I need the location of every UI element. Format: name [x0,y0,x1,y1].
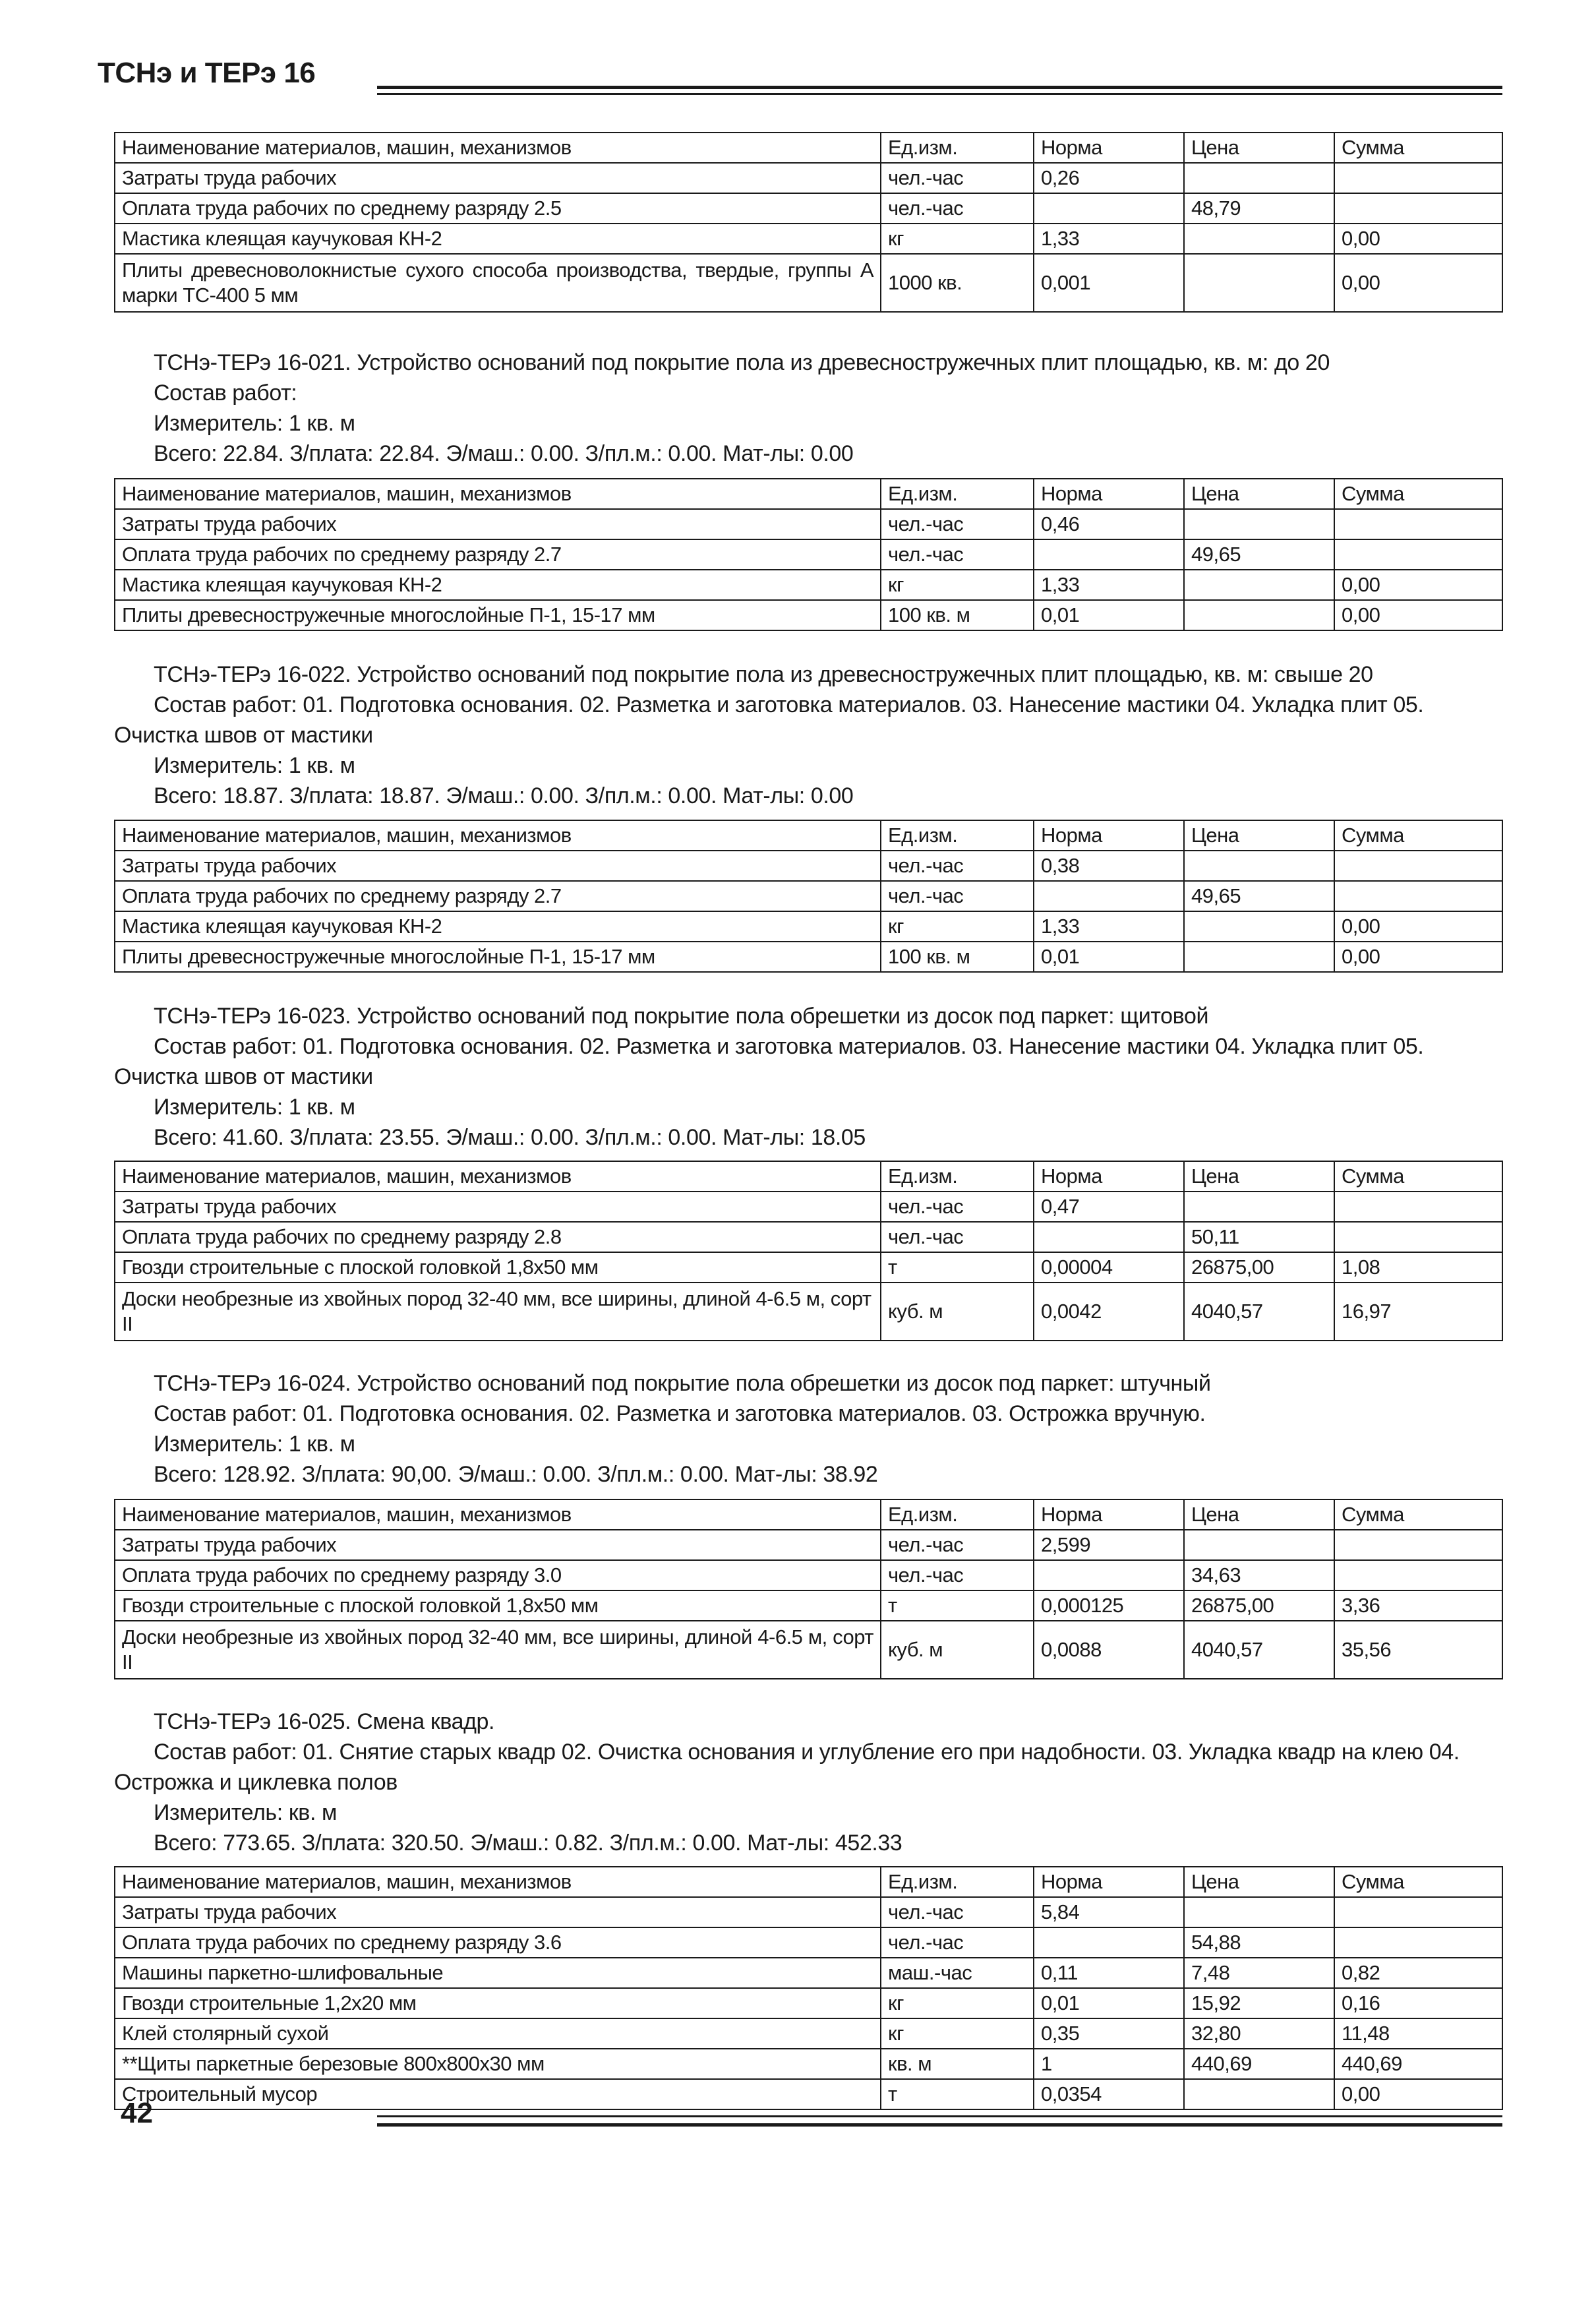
cell: чел.-час [881,1560,1034,1590]
table-row [115,881,1502,911]
cell: чел.-час [881,1192,1034,1222]
col-header-norm: Норма [1034,820,1184,851]
work-composition: Состав работ: 01. Подготовка основания. 02. Разметка и заготовка материалов. 03. Нанесение мастики 04. Укладка плит 05. Очистка швов от мастики [114,1034,1424,1089]
cell: чел.-час [881,1222,1034,1252]
cell [1184,851,1334,881]
col-header-unit: Ед.изм. [881,1161,1034,1192]
cell: 1,33 [1034,570,1184,600]
col-header-sum: Сумма [1334,133,1502,163]
col-header-name: Наименование материалов, машин, механизмов [115,133,881,163]
cell: 100 кв. м [881,600,1034,630]
table-header-row [115,1161,1502,1192]
materials-table [114,1866,1503,2110]
item-title: ТСНэ-ТЕРэ 16-023. Устройство оснований под покрытие пола обрешетки из досок под паркет: щитовой [154,1004,1209,1029]
cell [1334,881,1502,911]
cell: 54,88 [1184,1927,1334,1958]
cell: т [881,1590,1034,1621]
cell: 0,01 [1034,942,1184,972]
cell: 0,01 [1034,1988,1184,2018]
cell: 0,26 [1034,163,1184,193]
cell [1334,509,1502,539]
cell: кг [881,911,1034,942]
table-row [115,2049,1502,2079]
cell: 1000 кв. [881,254,1034,312]
cell: 0,00 [1334,2079,1502,2109]
table-row [115,1192,1502,1222]
cell: Затраты труда рабочих [115,1530,881,1560]
cell [1334,1222,1502,1252]
cell [1184,224,1334,254]
cell: 4040,57 [1184,1283,1334,1341]
cell: Плиты древесноволокнистые сухого способа производства, твердые, группы А марки ТС-400 5 мм [115,254,881,312]
cell: 1,08 [1334,1252,1502,1283]
col-header-norm: Норма [1034,133,1184,163]
cell: Мастика клеящая каучуковая КН-2 [115,911,881,942]
col-header-sum: Сумма [1334,1161,1502,1192]
running-header: ТСНэ и ТЕРэ 16 [98,57,316,89]
section-2-intro [114,659,1502,811]
footer-rule-top [377,2115,1502,2117]
measure-unit: Измеритель: 1 кв. м [154,1095,355,1120]
section-0 [114,132,1502,313]
cell: Оплата труда рабочих по среднему разряду 3.6 [115,1927,881,1958]
header-rule-top [377,86,1502,89]
cell [1184,2079,1334,2109]
col-header-norm: Норма [1034,479,1184,509]
section-3-table-wrap [114,1161,1502,1341]
work-composition: Состав работ: 01. Подготовка основания. 02. Разметка и заготовка материалов. 03. Острожка вручную. [154,1401,1206,1426]
cell [1034,1222,1184,1252]
col-header-price: Цена [1184,133,1334,163]
cell: 5,84 [1034,1897,1184,1927]
cell: Затраты труда рабочих [115,851,881,881]
cell: 49,65 [1184,539,1334,570]
col-header-price: Цена [1184,1161,1334,1192]
col-header-sum: Сумма [1334,479,1502,509]
cell: 26875,00 [1184,1252,1334,1283]
work-composition: Состав работ: [154,380,297,406]
cell: 1,33 [1034,911,1184,942]
cell: т [881,2079,1034,2109]
cell [1184,942,1334,972]
cell [1184,163,1334,193]
table-row [115,163,1502,193]
cell: 50,11 [1184,1222,1334,1252]
cell [1034,881,1184,911]
cell: 49,65 [1184,881,1334,911]
cell [1184,570,1334,600]
cell: Доски необрезные из хвойных пород 32-40 мм, все ширины, длиной 4-6.5 м, сорт II [115,1621,881,1679]
table-row [115,1958,1502,1988]
cell: Оплата труда рабочих по среднему разряду 2.5 [115,193,881,224]
cell: чел.-час [881,509,1034,539]
cell [1334,1560,1502,1590]
cell: Гвозди строительные 1,2х20 мм [115,1988,881,2018]
col-header-price: Цена [1184,820,1334,851]
table-row [115,539,1502,570]
cell: 0,00 [1334,600,1502,630]
cell: куб. м [881,1283,1034,1341]
cell [1184,254,1334,312]
item-title: ТСНэ-ТЕРэ 16-024. Устройство оснований под покрытие пола обрешетки из досок под паркет: штучный [154,1371,1211,1396]
cell: 440,69 [1184,2049,1334,2079]
table-row [115,1283,1502,1341]
col-header-unit: Ед.изм. [881,1867,1034,1897]
cell: 26875,00 [1184,1590,1334,1621]
cell: 0,46 [1034,509,1184,539]
table-row [115,1530,1502,1560]
cell: 0,47 [1034,1192,1184,1222]
cell: Затраты труда рабочих [115,163,881,193]
item-title: ТСНэ-ТЕРэ 16-025. Смена квадр. [154,1709,495,1734]
cell [1334,1192,1502,1222]
cell: 4040,57 [1184,1621,1334,1679]
col-header-sum: Сумма [1334,820,1502,851]
col-header-sum: Сумма [1334,1499,1502,1530]
cell: 0,000125 [1034,1590,1184,1621]
section-4-table-wrap [114,1499,1502,1679]
table-row [115,1560,1502,1590]
cell: 1 [1034,2049,1184,2079]
cell: Оплата труда рабочих по среднему разряду 2.7 [115,539,881,570]
cell: Плиты древесностружечные многослойные П-1, 15-17 мм [115,600,881,630]
cell: Оплата труда рабочих по среднему разряду 2.7 [115,881,881,911]
table-row [115,1222,1502,1252]
cell: 0,01 [1034,600,1184,630]
section-4-intro [114,1368,1502,1490]
cell: **Щиты паркетные березовые 800х800х30 мм [115,2049,881,2079]
measure-unit: Измеритель: кв. м [154,1800,338,1825]
cell: чел.-час [881,851,1034,881]
cell: 34,63 [1184,1560,1334,1590]
table-row [115,254,1502,312]
col-header-price: Цена [1184,479,1334,509]
cell [1184,1897,1334,1927]
cell: чел.-час [881,193,1034,224]
cell: 0,001 [1034,254,1184,312]
cell: Затраты труда рабочих [115,509,881,539]
table-row [115,851,1502,881]
cell: Доски необрезные из хвойных пород 32-40 мм, все ширины, длиной 4-6.5 м, сорт II [115,1283,881,1341]
cell: 0,0088 [1034,1621,1184,1679]
table-row [115,942,1502,972]
cell: Клей столярный сухой [115,2018,881,2049]
cell: Машины паркетно-шлифовальные [115,1958,881,1988]
table-row [115,911,1502,942]
section-3-intro [114,1001,1502,1153]
cell [1334,163,1502,193]
materials-table [114,820,1503,973]
cell: маш.-час [881,1958,1034,1988]
cell: Мастика клеящая каучуковая КН-2 [115,570,881,600]
cell: Оплата труда рабочих по среднему разряду 3.0 [115,1560,881,1590]
cell: 0,38 [1034,851,1184,881]
cell: Плиты древесностружечные многослойные П-1, 15-17 мм [115,942,881,972]
section-1-table-wrap [114,478,1502,631]
cell [1034,539,1184,570]
cell: Затраты труда рабочих [115,1192,881,1222]
materials-table [114,1499,1503,1679]
work-composition: Состав работ: 01. Подготовка основания. 02. Разметка и заготовка материалов. 03. Нанесение мастики 04. Укладка плит 05. Очистка швов от мастики [114,692,1424,748]
cell: 1,33 [1034,224,1184,254]
cell: 35,56 [1334,1621,1502,1679]
table-row [115,2018,1502,2049]
table-header-row [115,820,1502,851]
table-row [115,1621,1502,1679]
col-header-norm: Норма [1034,1161,1184,1192]
cell: кг [881,1988,1034,2018]
cell [1334,1530,1502,1560]
cell: 48,79 [1184,193,1334,224]
cell: кг [881,2018,1034,2049]
cell: 0,35 [1034,2018,1184,2049]
col-header-name: Наименование материалов, машин, механизмов [115,820,881,851]
col-header-norm: Норма [1034,1499,1184,1530]
materials-table [114,478,1503,631]
cell: 440,69 [1334,2049,1502,2079]
cell [1184,509,1334,539]
cell: 0,00004 [1034,1252,1184,1283]
cell: чел.-час [881,539,1034,570]
cell: Гвозди строительные с плоской головкой 1,8х50 мм [115,1590,881,1621]
cell: 0,00 [1334,254,1502,312]
cell: чел.-час [881,1530,1034,1560]
cell: 11,48 [1334,2018,1502,2049]
cell [1184,600,1334,630]
col-header-unit: Ед.изм. [881,479,1034,509]
table-row [115,224,1502,254]
section-5-intro [114,1707,1502,1858]
cell: 16,97 [1334,1283,1502,1341]
table-header-row [115,1499,1502,1530]
cell [1334,1897,1502,1927]
header-rule-bottom [377,93,1502,95]
table-row [115,193,1502,224]
page-number: 42 [121,2097,153,2129]
cell: чел.-час [881,1927,1034,1958]
cell: 15,92 [1184,1988,1334,2018]
table-header-row [115,1867,1502,1897]
col-header-norm: Норма [1034,1867,1184,1897]
cell [1184,911,1334,942]
cell: 2,599 [1034,1530,1184,1560]
col-header-name: Наименование материалов, машин, механизмов [115,479,881,509]
materials-table [114,132,1503,313]
totals: Всего: 128.92. З/плата: 90,00. Э/маш.: 0.00. З/пл.м.: 0.00. Мат-лы: 38.92 [154,1462,878,1487]
cell: т [881,1252,1034,1283]
cell: 0,00 [1334,570,1502,600]
table-row [115,1988,1502,2018]
section-5-table-wrap [114,1866,1502,2110]
col-header-sum: Сумма [1334,1867,1502,1897]
col-header-unit: Ед.изм. [881,133,1034,163]
cell [1184,1530,1334,1560]
cell: 100 кв. м [881,942,1034,972]
table-header-row [115,133,1502,163]
measure-unit: Измеритель: 1 кв. м [154,1432,355,1457]
cell: чел.-час [881,881,1034,911]
totals: Всего: 773.65. З/плата: 320.50. Э/маш.: 0.82. З/пл.м.: 0.00. Мат-лы: 452.33 [154,1830,902,1856]
table-row [115,1252,1502,1283]
cell: 0,0042 [1034,1283,1184,1341]
cell: 0,00 [1334,224,1502,254]
cell: 0,16 [1334,1988,1502,2018]
cell: 0,0354 [1034,2079,1184,2109]
cell: 3,36 [1334,1590,1502,1621]
item-title: ТСНэ-ТЕРэ 16-022. Устройство оснований под покрытие пола из древесностружечных плит площадью, кв. м: свыше 20 [154,662,1373,687]
cell: Строительный мусор [115,2079,881,2109]
cell: кг [881,224,1034,254]
col-header-unit: Ед.изм. [881,820,1034,851]
cell [1034,1560,1184,1590]
col-header-name: Наименование материалов, машин, механизмов [115,1161,881,1192]
item-title: ТСНэ-ТЕРэ 16-021. Устройство оснований под покрытие пола из древесностружечных плит площадью, кв. м: до 20 [154,350,1330,375]
cell [1184,1192,1334,1222]
cell [1334,851,1502,881]
table-row [115,1927,1502,1958]
totals: Всего: 22.84. З/плата: 22.84. Э/маш.: 0.00. З/пл.м.: 0.00. Мат-лы: 0.00 [154,441,854,466]
cell: чел.-час [881,163,1034,193]
cell: 0,82 [1334,1958,1502,1988]
table-row [115,2079,1502,2109]
measure-unit: Измеритель: 1 кв. м [154,753,355,778]
section-2-table-wrap [114,820,1502,973]
cell: Оплата труда рабочих по среднему разряду 2.8 [115,1222,881,1252]
table-header-row [115,479,1502,509]
section-1-intro [114,348,1502,469]
cell: чел.-час [881,1897,1034,1927]
materials-table [114,1161,1503,1341]
col-header-price: Цена [1184,1867,1334,1897]
cell: 0,00 [1334,911,1502,942]
table-row [115,1897,1502,1927]
col-header-name: Наименование материалов, машин, механизмов [115,1867,881,1897]
cell: куб. м [881,1621,1034,1679]
cell [1034,193,1184,224]
table-row [115,600,1502,630]
cell: 0,00 [1334,942,1502,972]
cell: Гвозди строительные с плоской головкой 1,8х50 мм [115,1252,881,1283]
table-row [115,1590,1502,1621]
footer-rule-bottom [377,2123,1502,2127]
cell: Затраты труда рабочих [115,1897,881,1927]
cell: кг [881,570,1034,600]
cell [1334,539,1502,570]
col-header-name: Наименование материалов, машин, механизмов [115,1499,881,1530]
table-row [115,570,1502,600]
table-row [115,509,1502,539]
totals: Всего: 18.87. З/плата: 18.87. Э/маш.: 0.00. З/пл.м.: 0.00. Мат-лы: 0.00 [154,783,854,808]
work-composition: Состав работ: 01. Снятие старых квадр 02. Очистка основания и углубление его при надобности. 03. Укладка квадр на клею 04. Острожка и циклевка полов [114,1739,1460,1795]
col-header-unit: Ед.изм. [881,1499,1034,1530]
cell [1334,1927,1502,1958]
cell: 0,11 [1034,1958,1184,1988]
cell [1034,1927,1184,1958]
cell: 7,48 [1184,1958,1334,1988]
totals: Всего: 41.60. З/плата: 23.55. Э/маш.: 0.00. З/пл.м.: 0.00. Мат-лы: 18.05 [154,1125,866,1150]
cell: кв. м [881,2049,1034,2079]
cell [1334,193,1502,224]
col-header-price: Цена [1184,1499,1334,1530]
cell: Мастика клеящая каучуковая КН-2 [115,224,881,254]
cell: 32,80 [1184,2018,1334,2049]
measure-unit: Измеритель: 1 кв. м [154,411,355,436]
